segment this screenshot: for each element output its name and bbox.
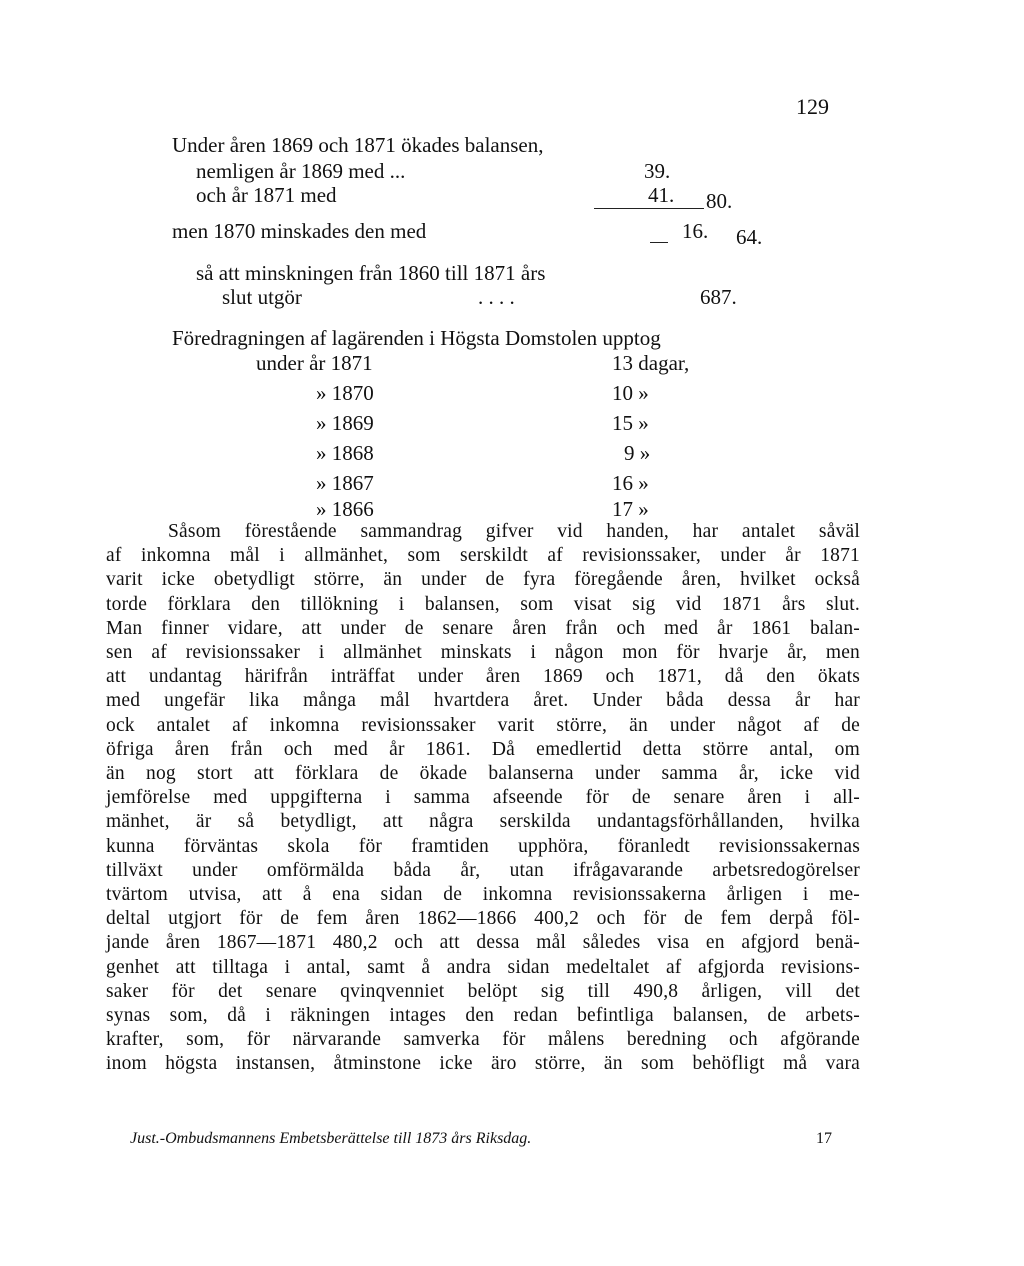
paragraph-line: krafter, som, för närvarande samverka för målens beredning och afgörande [106,1029,860,1051]
days-row-value: 9 » [624,441,651,465]
days-row-value: 10 » [612,381,649,405]
paragraph-line: mänhet, är så betydligt, att några serskilda undantagsförhållanden, hvilka [106,811,860,833]
balance-line-6-label: slut utgör [222,285,302,309]
balance-line-6-value: 687. [700,285,737,309]
paragraph-line: ock antalet af inkomna revisionssaker varit större, än under något af de [106,714,860,736]
days-row-label: » 1870 [316,381,374,405]
days-row-label: » 1867 [316,471,374,495]
signature-mark: 17 [816,1130,832,1147]
balance-line-4-value: 16. [682,219,709,243]
balance-line-2-value: 39. [644,159,671,183]
paragraph-line: kunna förväntas skola för framtiden upphöra, föranledt revisionssakernas [106,835,860,857]
page-number: 129 [796,94,829,119]
paragraph-line: öfriga åren från och med år 1861. Då emedlertid detta större antal, om [106,738,860,760]
paragraph-line: tvärtom utvisa, att å ena sidan de inkomna revisionssakerna årligen i me- [106,884,860,906]
paragraph-line: af inkomna mål i allmänhet, som serskildt af revisionssaker, under år 1871 [106,545,860,567]
paragraph-line: än nog stort att förklara de ökade balanserna under samma år, icke vid [106,763,860,785]
page-footer: Just.-Ombudsmannens Embetsberättelse till 1873 års Riksdag. [130,1130,532,1147]
paragraph-line: Man finner vidare, att under de senare åren från och med år 1861 balan- [106,617,860,639]
balance-line-1: Under åren 1869 och 1871 ökades balansen, [172,133,544,157]
balance-line-3-label: och år 1871 med [196,183,337,207]
balance-line-6-dots: . . . . [478,285,515,309]
balance-line-3-value: 41. [648,183,675,207]
paragraph-line: varit icke obetydligt större, än under de fyra föregående åren, hvilket också [106,569,860,591]
balance-result: 64. [736,225,763,249]
paragraph-line: Såsom förestående sammandrag gifver vid handen, har antalet såväl [168,521,860,542]
paragraph-line: deltal utgjort för de fem åren 1862—1866 400,2 och för de fem derpå föl- [106,908,860,930]
balance-subtotal: 80. [706,189,733,213]
days-row-label: under år 1871 [256,351,373,375]
paragraph-line: med ungefär lika många mål hvartdera året. Under båda dessa år har [106,690,860,712]
paragraph-line: sen af revisionssaker i allmänhet minskats i någon mon för hvarje år, men [106,642,860,664]
days-row-value: 16 » [612,471,649,495]
balance-line-4-label: men 1870 minskades den med [172,219,427,243]
paragraph-line: tillväxt under omförmälda båda år, utan ifrågavarande arbetsredogörelser [106,859,860,881]
paragraph-line: jande åren 1867—1871 480,2 och att dessa mål således visa en afgjord benä- [106,932,860,954]
days-row-value: 15 » [612,411,649,435]
paragraph-line: genhet att tilltaga i antal, samt å andra sidan medeltalet af afgjorda revisions- [106,956,860,978]
minus-rule [650,242,668,243]
paragraph-line: inom högsta instansen, åtminstone icke äro större, än som behöfligt må vara [106,1053,860,1075]
days-row-label: » 1869 [316,411,374,435]
days-row-label: » 1868 [316,441,374,465]
balance-line-5: så att minskningen från 1860 till 1871 års [196,261,546,285]
days-row-value: 17 » [612,497,649,521]
days-row-label: » 1866 [316,497,374,521]
days-row-value: 13 dagar, [612,351,690,375]
days-intro: Föredragningen af lagärenden i Högsta Domstolen upptog [172,326,661,350]
paragraph-line: torde förklara den tillökning i balansen, som visat sig vid 1871 års slut. [106,593,860,615]
paragraph-line: att undantag härifrån inträffat under åren 1869 och 1871, då den ökats [106,666,860,688]
body-paragraph [106,520,860,1077]
paragraph-line: saker för det senare qvinqvenniet belöpt sig till 490,8 årligen, vill det [106,980,860,1002]
paragraph-line: jemförelse med uppgifterna i samma afseende för de senare åren i all- [106,787,860,809]
sum-rule [594,208,704,209]
balance-line-2-label: nemligen år 1869 med ... [196,159,406,183]
paragraph-line: synas som, då i räkningen intages den redan befintliga balansen, de arbets- [106,1005,860,1027]
